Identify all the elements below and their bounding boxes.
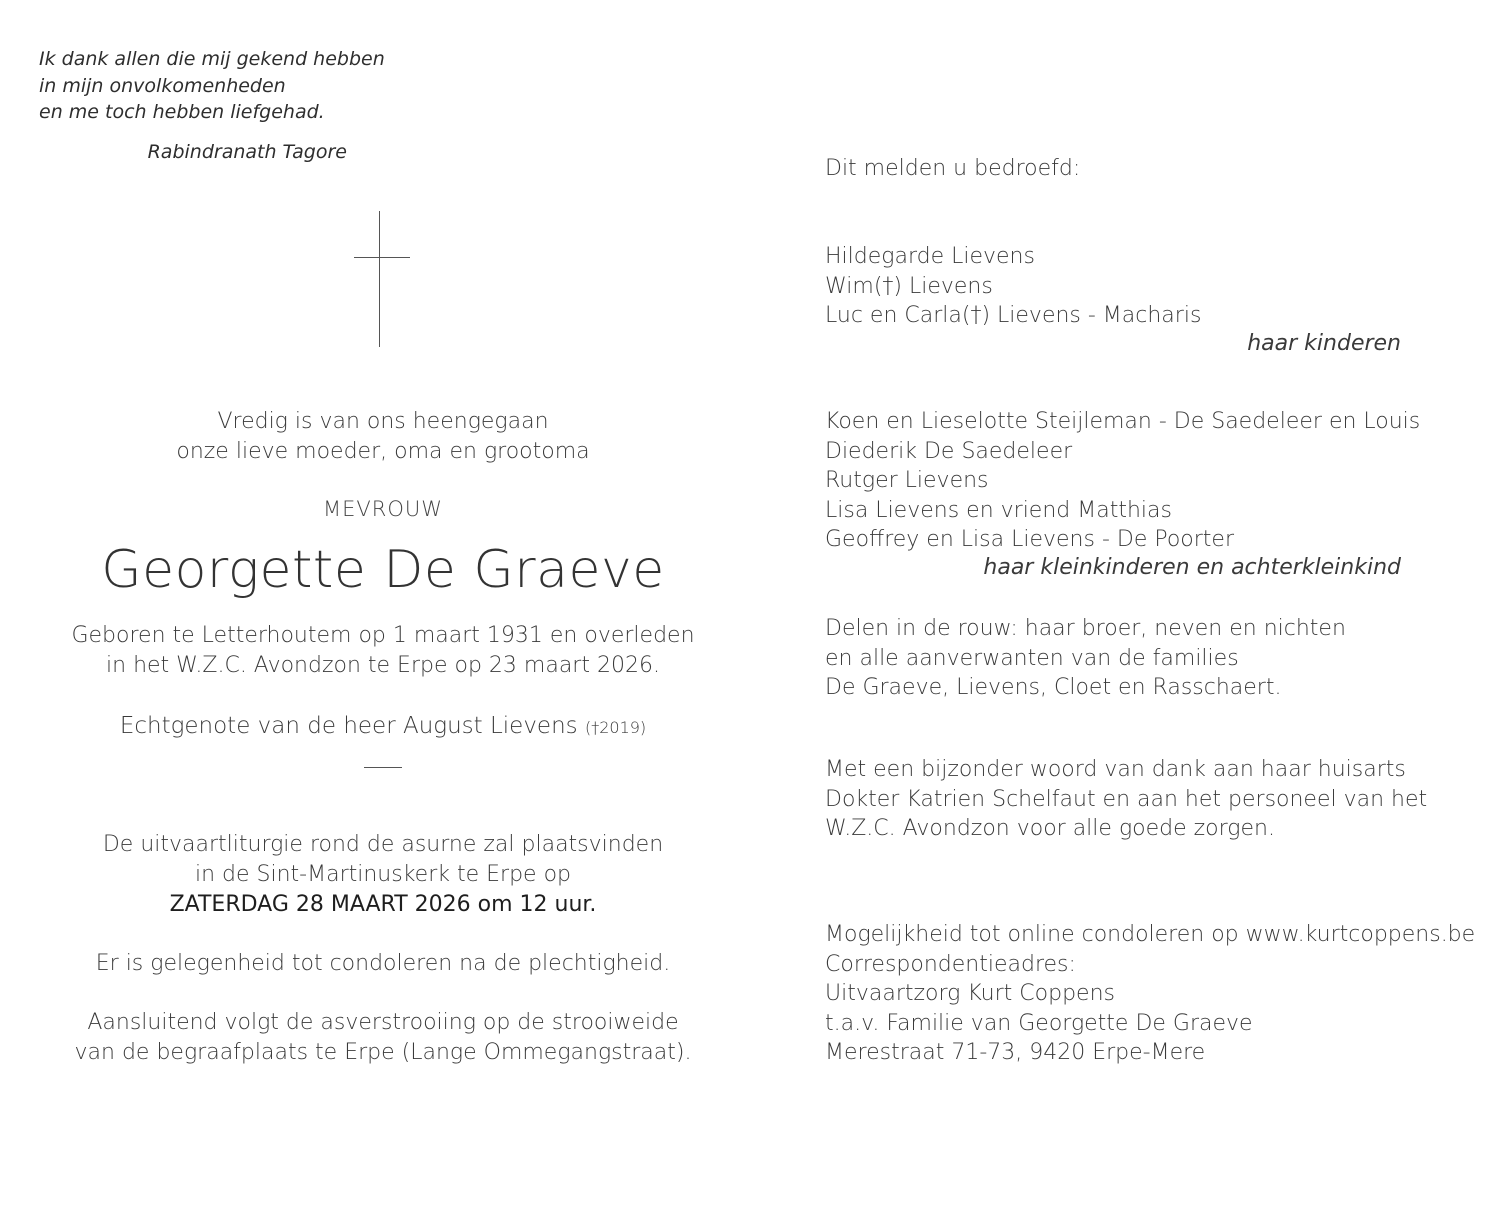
quote-line: en me toch hebben liefgehad. xyxy=(39,101,325,123)
thanks-line: W.Z.C. Avondzon voor alle goede zorgen. xyxy=(825,816,1275,841)
grandchild-name: Koen en Lieselotte Steijleman - De Saedeleer en Louis xyxy=(825,409,1421,434)
intro-line: onze lieve moeder, oma en grootoma xyxy=(176,439,590,464)
child-name: Hildegarde Lievens xyxy=(825,244,1035,269)
spouse-info xyxy=(60,711,706,743)
grandchildren-label: haar kleinkinderen en achterkleinkind xyxy=(983,555,1401,580)
scatter-line: Aansluitend volgt de asverstrooiing op de strooiweide xyxy=(87,1010,679,1035)
quote-author: Rabindranath Tagore xyxy=(147,141,347,163)
birth-line: in het W.Z.C. Avondzon te Erpe op 23 maart 2026. xyxy=(106,653,660,678)
grandchild-name: Lisa Lievens en vriend Matthias xyxy=(825,497,1172,523)
child-name: Luc en Carla(†) Lievens - Macharis xyxy=(825,303,1202,328)
honorific-title: MEVROUW xyxy=(322,497,443,521)
birth-line: Geboren te Letterhoutem op 1 maart 1931 en overleden xyxy=(71,623,695,648)
divider xyxy=(364,767,402,768)
mourning-info xyxy=(825,614,1346,703)
correspondence-label: Correspondentieadres: xyxy=(825,951,1076,977)
child-name: Wim(†) Lievens xyxy=(825,273,993,299)
spouse-text: Echtgenote van de heer August Lievens xyxy=(119,713,578,739)
liturgy-line: in de Sint-Martinuskerk te Erpe op xyxy=(194,862,571,887)
grandchild-name: Geoffrey en Lisa Lievens - De Poorter xyxy=(825,527,1234,552)
quote-line: in mijn onvolkomenheden xyxy=(39,74,286,97)
grandchildren-list xyxy=(825,407,1420,555)
condolences-info: Er is gelegenheid tot condoleren na de plechtigheid. xyxy=(95,951,671,976)
cross-vertical-bar xyxy=(379,211,380,347)
quote-line: Ik dank allen die mij gekend hebben xyxy=(39,48,385,70)
cross-horizontal-bar xyxy=(354,257,410,258)
children-list xyxy=(825,242,1201,331)
funeral-home-name: Uitvaartzorg Kurt Coppens xyxy=(825,981,1115,1006)
attention-line: t.a.v. Familie van Georgette De Graeve xyxy=(825,1010,1253,1036)
grandchild-name: Diederik De Saedeleer xyxy=(825,438,1073,464)
mourning-line: De Graeve, Lievens, Cloet en Rasschaert. xyxy=(825,675,1282,700)
birth-death-info xyxy=(60,621,706,681)
online-condolence-line: Mogelijkheid tot online condoleren op www.kurtcoppens.be xyxy=(825,922,1476,947)
grandchild-name: Rutger Lievens xyxy=(825,468,989,493)
intro-line: Vredig is van ons heengegaan xyxy=(217,409,549,434)
thanks-line: Dokter Katrien Schelfaut en aan het personeel van het xyxy=(825,786,1428,812)
children-label: haar kinderen xyxy=(1247,331,1401,356)
scatter-line: van de begraafplaats te Erpe (Lange Ommegangstraat). xyxy=(74,1040,692,1065)
announcement: Dit melden u bedroefd: xyxy=(825,156,1081,181)
ash-scattering-info xyxy=(60,1008,706,1068)
funeral-liturgy xyxy=(60,830,706,920)
liturgy-date: ZATERDAG 28 MAART 2026 om 12 uur. xyxy=(169,892,597,917)
thanks-line: Met een bijzonder woord van dank aan haar huisarts xyxy=(825,757,1406,782)
liturgy-line: De uitvaartliturgie rond de asurne zal plaatsvinden xyxy=(102,832,664,857)
spouse-death-year: (†2019) xyxy=(584,718,647,737)
mourning-line: en alle aanverwanten van de families xyxy=(825,645,1239,671)
opening-quote xyxy=(39,46,385,126)
contact-info xyxy=(825,920,1475,1068)
intro-text xyxy=(60,407,706,467)
address-line: Merestraat 71-73, 9420 Erpe-Mere xyxy=(825,1040,1206,1065)
deceased-name: Georgette De Graeve xyxy=(101,540,665,600)
thanks-note xyxy=(825,755,1427,844)
mourning-line: Delen in de rouw: haar broer, neven en nichten xyxy=(825,616,1346,641)
